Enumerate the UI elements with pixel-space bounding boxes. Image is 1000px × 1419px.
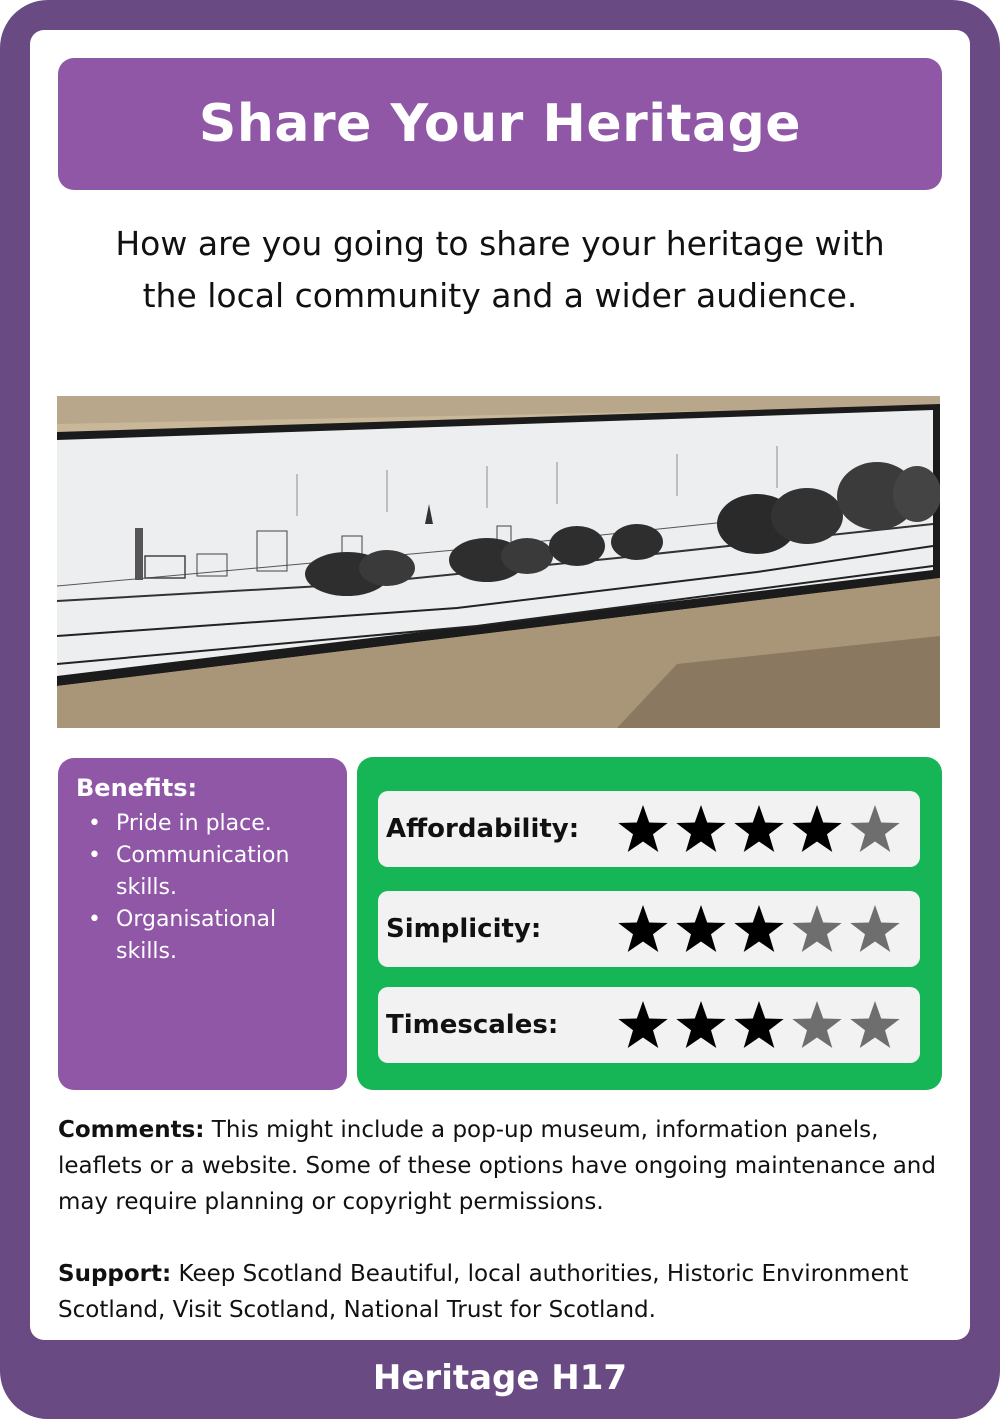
star-filled-icon (676, 805, 725, 852)
ratings-panel (357, 757, 942, 1090)
benefits-title: Benefits: (76, 774, 198, 802)
star-empty-icon (850, 1001, 899, 1048)
comments-text (58, 1112, 948, 1220)
star-filled-icon (792, 805, 841, 852)
star-filled-icon (734, 1001, 783, 1048)
rating-row-timescales (378, 987, 920, 1063)
star-filled-icon (618, 1001, 667, 1048)
card-title: Share Your Heritage (198, 94, 802, 154)
card-question: How are you going to share your heritage with the local community and a wider audience. (115, 224, 885, 315)
rating-label: Timescales: (386, 1010, 559, 1040)
comments-body: This might include a pop-up museum, information panels, leaflets or a website. Some of these options have ongoing maintenance and may require planning or copyright permissions. (58, 1117, 936, 1215)
rating-label: Affordability: (386, 814, 580, 844)
star-filled-icon (618, 805, 667, 852)
benefit-item: • Organisational skills. (116, 904, 336, 968)
benefits-list (116, 808, 336, 968)
star-rating (618, 801, 908, 857)
rating-row-simplicity (378, 891, 920, 967)
star-empty-icon (850, 805, 899, 852)
star-filled-icon (676, 1001, 725, 1048)
star-empty-icon (792, 905, 841, 952)
benefit-item: • Pride in place. (116, 808, 336, 840)
heritage-panel-photo (57, 396, 940, 728)
star-rating (618, 997, 908, 1053)
rating-label: Simplicity: (386, 914, 542, 944)
star-empty-icon (850, 905, 899, 952)
star-filled-icon (734, 905, 783, 952)
support-label: Support: (58, 1261, 172, 1287)
benefit-item: • Communication skills. (116, 840, 336, 904)
comments-label: Comments: (58, 1117, 205, 1143)
card-footer: Heritage H17 (372, 1358, 628, 1398)
star-rating (618, 901, 908, 957)
support-text (58, 1256, 948, 1328)
star-filled-icon (618, 905, 667, 952)
title-banner (58, 58, 942, 190)
rating-row-affordability (378, 791, 920, 867)
star-filled-icon (676, 905, 725, 952)
benefits-panel (58, 758, 347, 1090)
support-body: Keep Scotland Beautiful, local authorities, Historic Environment Scotland, Visit Scotland, National Trust for Scotland. (58, 1261, 909, 1323)
star-empty-icon (792, 1001, 841, 1048)
star-filled-icon (734, 805, 783, 852)
